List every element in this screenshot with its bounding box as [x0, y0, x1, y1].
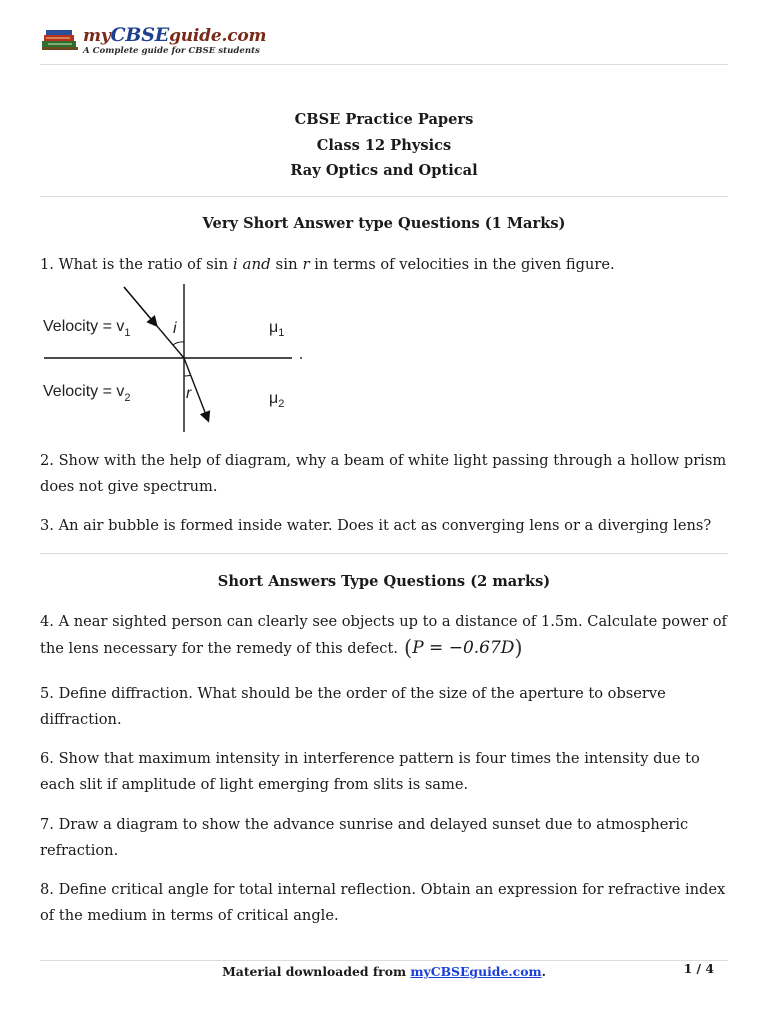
site-tagline: A Complete guide for CBSE students: [83, 46, 260, 56]
section-heading-short: Short Answers Type Questions (2 marks): [217, 573, 551, 590]
refraction-figure: [40, 282, 310, 437]
header-divider: [40, 64, 728, 65]
page-number: 1 / 4: [683, 961, 714, 976]
question-3: 3. An air bubble is formed inside water. Does it act as converging lens or a diverging lens?: [40, 517, 712, 534]
angle-r-label: r: [186, 385, 192, 402]
question-8: 8. Define critical angle for total internal reflection. Obtain an expression for refractive index of the medium in terms of critical angle.: [40, 881, 726, 924]
q1-math: sin i and sin r: [205, 255, 310, 273]
question-5: 5. Define diffraction. What should be the order of the size of the aperture to observe diffraction.: [40, 685, 666, 728]
angle-i-label: i: [173, 320, 177, 337]
question-7: 7. Draw a diagram to show the advance sunrise and delayed sunset due to atmospheric refraction.: [40, 816, 689, 859]
document-title: [0, 107, 768, 184]
title-line-2: Class 12 Physics: [316, 136, 452, 154]
question-6: 6. Show that maximum intensity in interference pattern is four times the intensity due to each slit if amplitude of light emerging from slits is same.: [40, 750, 700, 793]
question-4: 4. A near sighted person can clearly see objects up to a distance of 1.5m. Calculate power of the lens necessary for the remedy of this defect. (P = −0.67D): [40, 613, 727, 660]
section-heading-very-short: Very Short Answer type Questions (1 Marks): [202, 215, 566, 232]
site-name: myCBSEguide.com: [83, 24, 267, 46]
footer: Material downloaded from myCBSEguide.com.: [222, 964, 546, 979]
books-logo-icon: [40, 26, 80, 52]
q4-answer-formula: (P = −0.67D): [404, 636, 523, 660]
mu-1-label: $\mu_1$: [269, 319, 285, 339]
footer-divider: [40, 960, 728, 961]
velocity-2-label: Velocity = $v_2$: [43, 383, 131, 404]
mu-2-label: $\mu_2$: [269, 390, 285, 410]
section-divider-2: [40, 553, 728, 554]
velocity-1-label: Velocity = $v_1$: [43, 318, 131, 339]
title-line-1: CBSE Practice Papers: [294, 111, 474, 128]
title-line-3: Ray Optics and Optical: [290, 162, 478, 179]
question-2: 2. Show with the help of diagram, why a beam of white light passing through a hollow prism does not give spectrum.: [40, 452, 727, 495]
footer-site-link[interactable]: myCBSEguide.com: [410, 964, 542, 979]
site-logo[interactable]: [40, 22, 267, 62]
question-1: 1. What is the ratio of sin i and sin r in terms of velocities in the given figure.: [40, 255, 615, 273]
section-divider: [40, 196, 728, 197]
